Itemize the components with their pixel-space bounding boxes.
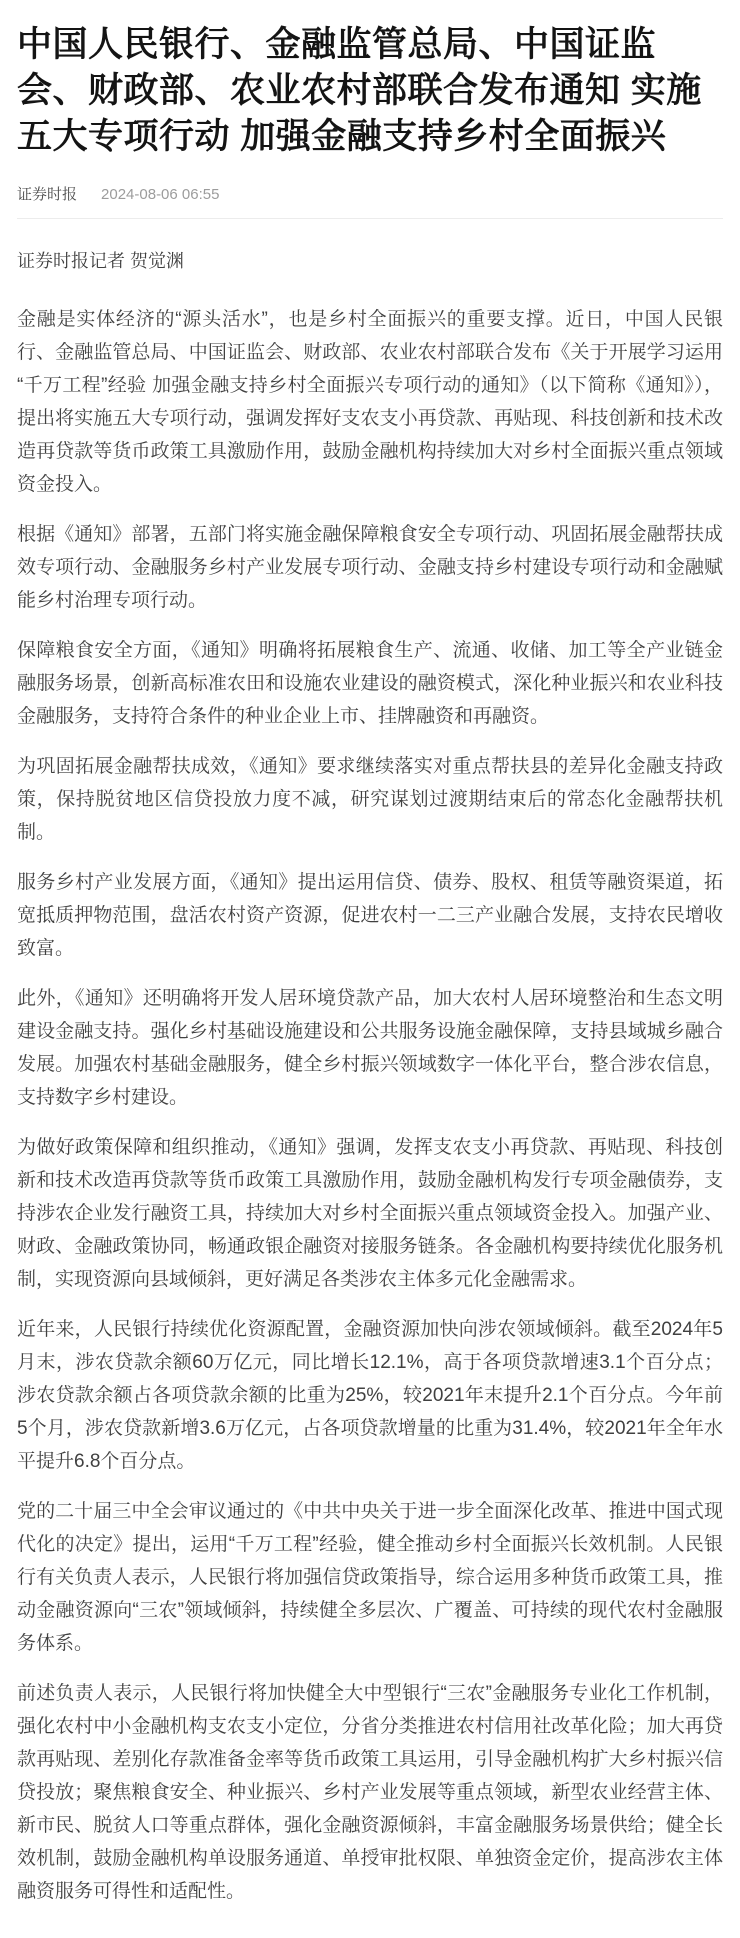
article-paragraph: 根据《通知》部署，五部门将实施金融保障粮食安全专项行动、巩固拓展金融帮扶成效专项行动、金融服务乡村产业发展专项行动、金融支持乡村建设专项行动和金融赋能乡村治理专项行动。: [17, 523, 723, 611]
article-paragraph: 保障粮食安全方面，《通知》明确将拓展粮食生产、流通、收储、加工等全产业链金融服务场景，创新高标准农田和设施农业建设的融资模式，深化种业振兴和农业科技金融服务，支持符合条件的种业企业上市、挂牌融资和再融资。: [17, 639, 723, 727]
meta-divider: [17, 218, 723, 219]
article-meta: [17, 183, 723, 204]
publish-timestamp: 2024-08-06 06:55: [101, 185, 220, 203]
article-paragraph: 党的二十届三中全会审议通过的《中共中央关于进一步全面深化改革、推进中国式现代化的决定》提出，运用“千万工程”经验，健全推动乡村全面振兴长效机制。人民银行有关负责人表示，人民银行将加强信贷政策指导，综合运用多种货币政策工具，推动金融资源向“三农”领域倾斜，持续健全多层次、广覆盖、可持续的现代农村金融服务体系。: [17, 1500, 723, 1654]
article-byline: 证券时报记者 贺觉渊: [17, 250, 185, 271]
article-paragraph: 金融是实体经济的“源头活水”，也是乡村全面振兴的重要支撑。近日，中国人民银行、金融监管总局、中国证监会、财政部、农业农村部联合发布《关于开展学习运用“千万工程”经验 加强金融支持乡村全面振兴专项行动的通知》（以下简称《通知》），提出将实施五大专项行动，强调发挥好支农支小再贷款、再贴现、科技创新和技术改造再贷款等货币政策工具激励作用，鼓励金融机构持续加大对乡村全面振兴重点领域资金投入。: [17, 308, 723, 495]
article-paragraph: 此外，《通知》还明确将开发人居环境贷款产品，加大农村人居环境整治和生态文明建设金融支持。强化乡村基础设施建设和公共服务设施金融保障，支持县域城乡融合发展。加强农村基础金融服务，健全乡村振兴领域数字一体化平台，整合涉农信息，支持数字乡村建设。: [17, 987, 723, 1108]
article-paragraph: 为做好政策保障和组织推动，《通知》强调，发挥支农支小再贷款、再贴现、科技创新和技术改造再贷款等货币政策工具激励作用，鼓励金融机构发行专项金融债券，支持涉农企业发行融资工具，持续加大对乡村全面振兴重点领域资金投入。加强产业、财政、金融政策协同，畅通政银企融资对接服务链条。各金融机构要持续优化服务机制，实现资源向县域倾斜，更好满足各类涉农主体多元化金融需求。: [17, 1136, 723, 1290]
article-paragraph: 前述负责人表示，人民银行将加快健全大中型银行“三农”金融服务专业化工作机制，强化农村中小金融机构支农支小定位，分省分类推进农村信用社改革化险；加大再贷款再贴现、差别化存款准备金率等货币政策工具运用，引导金融机构扩大乡村振兴信贷投放；聚焦粮食安全、种业振兴、乡村产业发展等重点领域，新型农业经营主体、新市民、脱贫人口等重点群体，强化金融资源倾斜，丰富金融服务场景供给；健全长效机制，鼓励金融机构单设服务通道、单授审批权限、单独资金定价，提高涉农主体融资服务可得性和适配性。: [17, 1682, 723, 1902]
article-title: 中国人民银行、金融监管总局、中国证监会、财政部、农业农村部联合发布通知 实施五大专项行动 加强金融支持乡村全面振兴: [17, 25, 702, 157]
source-label: 证券时报: [17, 185, 78, 203]
article-paragraph: 近年来，人民银行持续优化资源配置，金融资源加快向涉农领域倾斜。截至2024年5月末，涉农贷款余额60万亿元，同比增长12.1%，高于各项贷款增速3.1个百分点；涉农贷款余额占各项贷款余额的比重为25%，较2021年末提升2.1个百分点。今年前5个月，涉农贷款新增3.6万亿元，占各项贷款增量的比重为31.4%，较2021年全年水平提升6.8个百分点。: [17, 1318, 723, 1472]
article-paragraph: 为巩固拓展金融帮扶成效，《通知》要求继续落实对重点帮扶县的差异化金融支持政策，保持脱贫地区信贷投放力度不减，研究谋划过渡期结束后的常态化金融帮扶机制。: [17, 755, 723, 843]
article-body: [17, 303, 723, 1908]
article-paragraph: 服务乡村产业发展方面，《通知》提出运用信贷、债券、股权、租赁等融资渠道，拓宽抵质押物范围，盘活农村资产资源，促进农村一二三产业融合发展，支持农民增收致富。: [17, 871, 723, 959]
